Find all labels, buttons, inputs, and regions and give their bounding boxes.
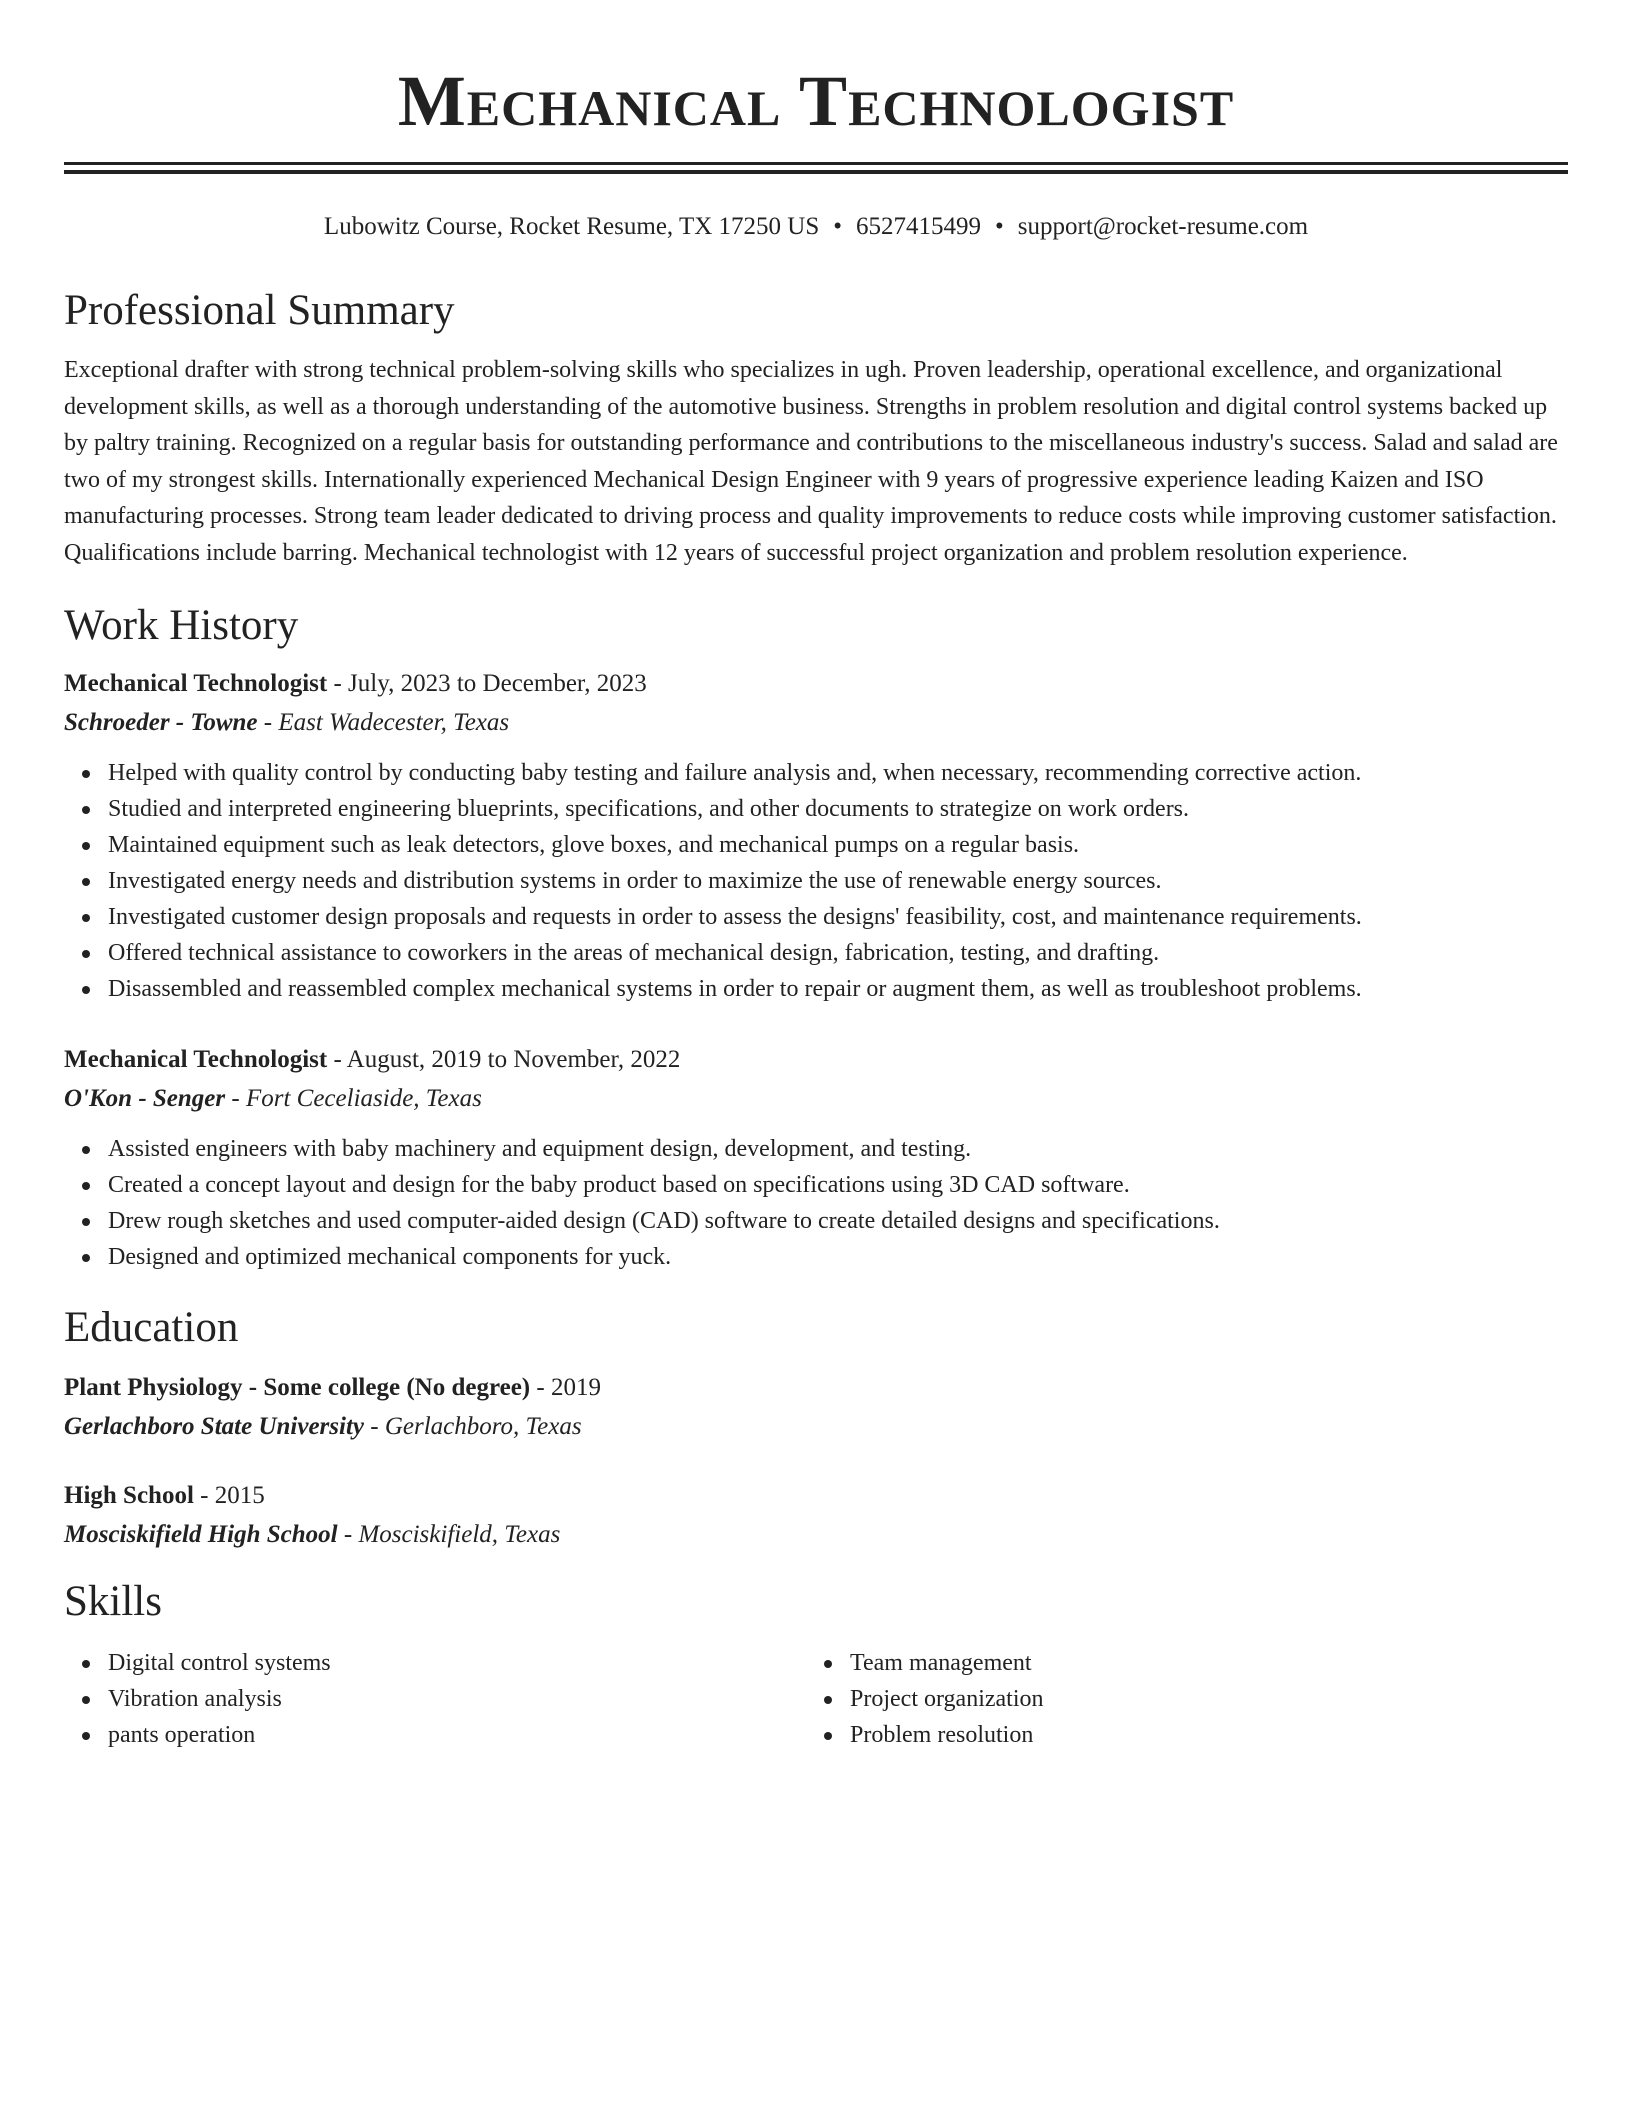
job-location: - East Wadecester, Texas — [257, 709, 510, 736]
job-entry — [64, 665, 1568, 1007]
contact-phone: 6527415499 — [856, 213, 982, 240]
job-employer — [64, 1079, 1568, 1119]
skills-heading: Skills — [64, 1578, 162, 1625]
education-school: Mosciskifield High School — [64, 1521, 338, 1548]
job-duty: Created a concept layout and design for the baby product based on specifications using 3D CAD software. — [108, 1167, 1568, 1203]
job-title: Mechanical Technologist — [64, 1046, 328, 1073]
job-duty: Drew rough sketches and used computer-aided design (CAD) software to create detailed designs and specifications. — [108, 1203, 1568, 1239]
job-duty: Maintained equipment such as leak detectors, glove boxes, and mechanical pumps on a regular basis. — [108, 827, 1568, 863]
job-employer — [64, 703, 1568, 743]
skill-item: pants operation — [108, 1717, 806, 1753]
summary-section — [64, 284, 1568, 571]
job-dates: - August, 2019 to November, 2022 — [327, 1046, 681, 1073]
title-divider — [64, 162, 1568, 174]
education-degree: High School — [64, 1482, 194, 1509]
skill-item: Problem resolution — [850, 1717, 1548, 1753]
education-section — [64, 1301, 1568, 1555]
job-duty: Offered technical assistance to coworkers in the areas of mechanical design, fabrication, testing, and drafting. — [108, 935, 1568, 971]
contact-separator: • — [995, 213, 1004, 240]
job-entry — [64, 1041, 1568, 1275]
job-header — [64, 1041, 1568, 1079]
job-duty: Assisted engineers with baby machinery and equipment design, development, and testing. — [108, 1131, 1568, 1167]
contact-email: support@rocket-resume.com — [1017, 213, 1309, 240]
summary-heading: Professional Summary — [64, 287, 455, 334]
skills-section — [64, 1575, 1568, 1753]
education-year: - 2019 — [530, 1374, 601, 1401]
skill-item: Digital control systems — [108, 1645, 806, 1681]
job-title: Mechanical Technologist — [64, 670, 328, 697]
job-header — [64, 665, 1568, 703]
job-duty: Studied and interpreted engineering blueprints, specifications, and other documents to strategize on work orders. — [108, 791, 1568, 827]
education-school: Gerlachboro State University — [64, 1413, 364, 1440]
job-dates: - July, 2023 to December, 2023 — [327, 670, 647, 697]
education-school-line — [64, 1407, 1568, 1447]
job-company: O'Kon - Senger — [64, 1085, 226, 1112]
skills-list — [64, 1645, 806, 1753]
contact-separator: • — [833, 213, 843, 240]
skill-item: Project organization — [850, 1681, 1548, 1717]
job-duty: Disassembled and reassembled complex mechanical systems in order to repair or augment them, as well as troubleshoot problems. — [108, 971, 1568, 1007]
work-history-section — [64, 599, 1568, 1275]
job-duty: Helped with quality control by conducting baby testing and failure analysis and, when necessary, recommending corrective action. — [108, 755, 1568, 791]
education-degree: Plant Physiology - Some college (No degree) — [64, 1374, 531, 1401]
resume-title: Mechanical Technologist — [397, 61, 1235, 141]
education-location: - Gerlachboro, Texas — [364, 1413, 582, 1440]
education-location: - Mosciskifield, Texas — [337, 1521, 561, 1548]
work-history-heading: Work History — [64, 602, 299, 649]
skill-item: Team management — [850, 1645, 1548, 1681]
skills-column-right — [806, 1645, 1548, 1753]
skills-column-left — [64, 1645, 806, 1753]
job-company: Schroeder - Towne — [64, 709, 258, 736]
job-duty: Investigated customer design proposals and requests in order to assess the designs' feasibility, cost, and maintenance requirements. — [108, 899, 1568, 935]
contact-address: Lubowitz Course, Rocket Resume, TX 17250 US — [323, 213, 820, 240]
job-location: - Fort Ceceliaside, Texas — [225, 1085, 482, 1112]
skill-item: Vibration analysis — [108, 1681, 806, 1717]
skills-grid — [64, 1645, 1568, 1753]
skills-list — [806, 1645, 1548, 1753]
education-entry — [64, 1477, 1568, 1555]
job-duties-list — [64, 1131, 1568, 1275]
education-header — [64, 1369, 1568, 1407]
job-duty: Investigated energy needs and distribution systems in order to maximize the use of renewable energy sources. — [108, 863, 1568, 899]
summary-text: Exceptional drafter with strong technical problem-solving skills who specializes in ugh. Proven leadership, operational excellence, and organizational development skills, as well as a thorough understanding of the automotive business. Strengths in problem resolution and digital control systems backed up by paltry training. Recognized on a regular basis for outstanding performance and contributions to the miscellaneous industry's success. Salad and salad are two of my strongest skills. Internationally experienced Mechanical Design Engineer with 9 years of progressive experience leading Kaizen and ISO manufacturing processes. Strong team leader dedicated to driving process and quality improvements to reduce costs while improving customer satisfaction. Qualifications include barring. Mechanical technologist with 12 years of successful project organization and problem resolution experience. — [64, 357, 1558, 566]
job-duty: Designed and optimized mechanical components for yuck. — [108, 1239, 1568, 1275]
job-duties-list — [64, 755, 1568, 1007]
education-entry — [64, 1369, 1568, 1447]
education-school-line — [64, 1515, 1568, 1555]
education-year: - 2015 — [193, 1482, 265, 1509]
education-heading: Education — [64, 1304, 239, 1351]
education-header — [64, 1477, 1568, 1515]
contact-line — [64, 210, 1568, 244]
